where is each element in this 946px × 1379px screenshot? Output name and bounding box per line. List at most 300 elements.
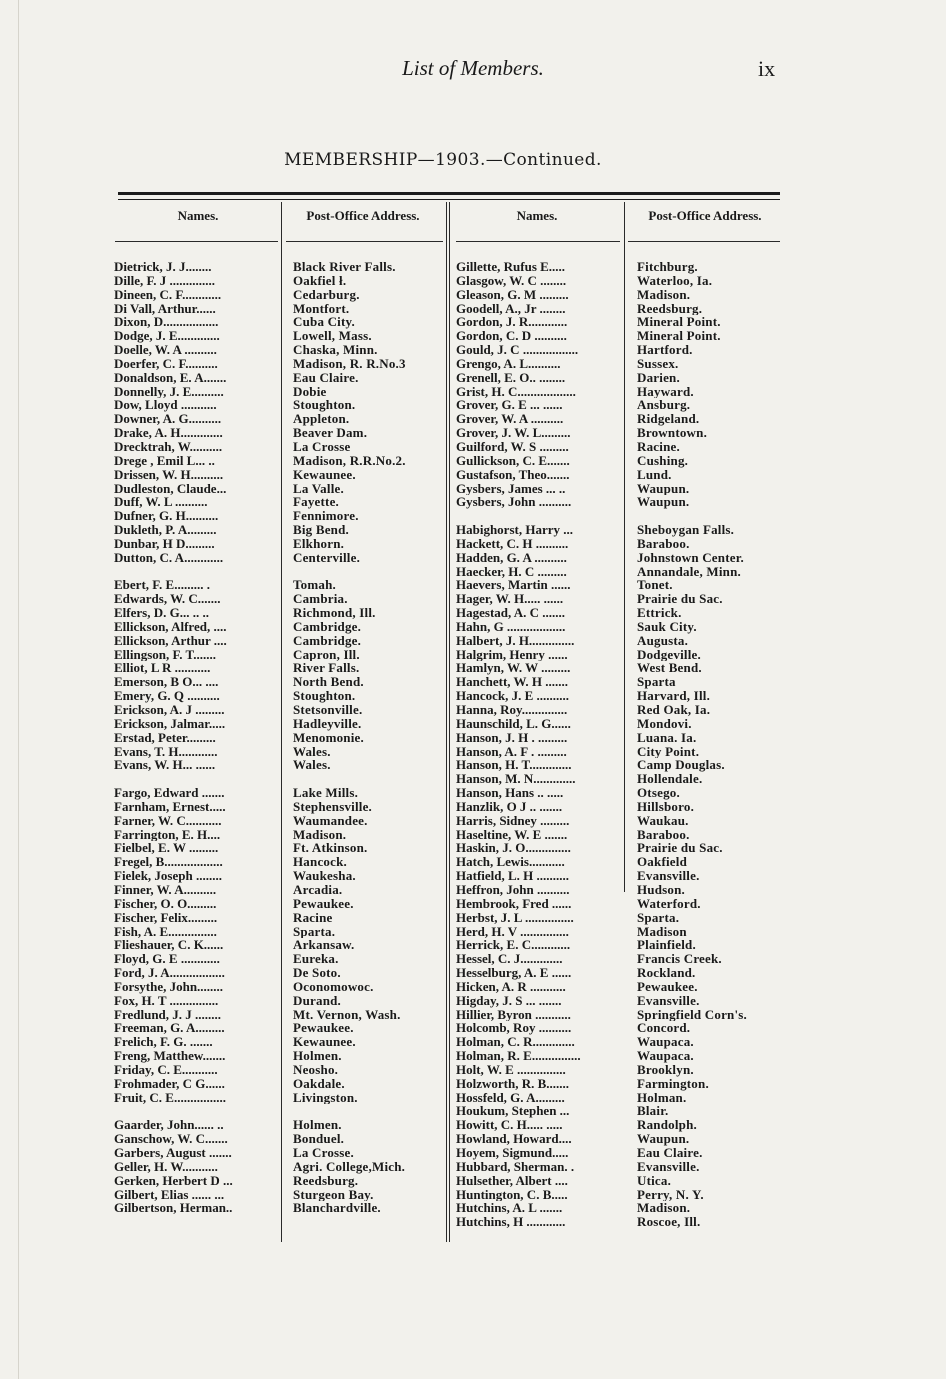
member-name: Gaarder, John...... ..	[114, 1118, 224, 1133]
member-address: Lowell, Mass.	[293, 329, 372, 344]
member-address: Wales.	[293, 758, 331, 773]
member-address: Madison.	[637, 287, 691, 302]
member-name: Ellingson, F. T.......	[114, 647, 216, 662]
member-name: Grist, H. C..................	[456, 384, 576, 399]
member-name: Edwards, W. C.......	[114, 592, 221, 607]
member-name: Fregel, B..................	[114, 855, 223, 870]
member-name: Dineen, C. F............	[114, 287, 222, 302]
member-name: Friday, C. E...........	[114, 1062, 218, 1077]
member-address: Utica.	[637, 1173, 672, 1188]
member-name: Gysbers, John ..........	[456, 495, 572, 510]
member-address: Eau Claire.	[637, 1146, 703, 1160]
right-address-column	[637, 260, 797, 1229]
member-name: Ellickson, Arthur ....	[114, 633, 227, 648]
member-address: Evansville.	[637, 993, 700, 1008]
member-name: Herrick, E. C............	[456, 938, 571, 953]
member-name: Herd, H. V ...............	[456, 924, 569, 939]
member-name: Ford, J. A.................	[114, 966, 225, 980]
member-address: Madison, R. R.No.3	[293, 356, 406, 371]
member-address: Farmington.	[637, 1076, 709, 1091]
member-name: Drecktrah, W..........	[114, 439, 223, 454]
member-name: Dodge, J. E.............	[114, 329, 220, 344]
member-address: Hillsboro.	[637, 799, 695, 814]
member-address: Stetsonville.	[293, 703, 363, 717]
member-name: Flieshauer, C. K......	[114, 938, 224, 953]
member-name: Gullickson, C. E.......	[456, 453, 570, 468]
member-name: Gustafson, Theo.......	[456, 467, 570, 482]
member-name: Higday, J. S ... .......	[456, 993, 562, 1008]
member-address: Waterford.	[637, 896, 701, 911]
member-address: Kewaunee.	[293, 467, 356, 482]
member-address: La Crosse.	[293, 1146, 354, 1160]
member-name: Dutton, C. A............	[114, 550, 224, 565]
member-name: Forsythe, John........	[114, 979, 224, 994]
member-name: Doerfer, C. F..........	[114, 356, 218, 371]
member-name: Hanson, H. T.............	[456, 758, 572, 773]
member-name: Haunschild, L. G......	[456, 716, 571, 731]
member-name: Gerken, Herbert D ...	[114, 1173, 233, 1188]
header-rule-names-left	[115, 241, 278, 242]
member-address: Roscoe, Ill.	[637, 1215, 701, 1230]
member-name: Fredlund, J. J ........	[114, 1007, 222, 1022]
member-address: Waupaca.	[637, 1035, 694, 1050]
member-name: Hanna, Roy..............	[456, 703, 568, 717]
member-address: Neosho.	[293, 1062, 339, 1077]
member-address: Madison	[637, 924, 687, 939]
member-address: West Bend.	[637, 661, 702, 676]
member-address: Pewaukee.	[293, 896, 354, 911]
member-address: Augusta.	[637, 633, 689, 648]
member-address: Hollendale.	[637, 772, 703, 787]
member-address: Richmond, Ill.	[293, 606, 376, 620]
member-name: Fielbel, E. W .........	[114, 841, 219, 856]
member-address: De Soto.	[293, 966, 341, 980]
member-name: Hahn, G ..................	[456, 619, 566, 634]
member-name: Fox, H. T ...............	[114, 993, 219, 1008]
member-address: Camp Douglas.	[637, 758, 725, 773]
member-name: Farner, W. C...........	[114, 813, 222, 828]
member-address: Baraboo.	[637, 536, 690, 551]
member-address: Waupun.	[637, 495, 690, 510]
divider-left-names-address	[281, 202, 282, 1242]
member-address: Oakfiel ł.	[293, 273, 347, 288]
member-name: Hessel, C. J.............	[456, 952, 563, 967]
member-address: Tomah.	[293, 578, 336, 593]
member-address: La Crosse	[293, 439, 351, 454]
group-spacer	[293, 772, 445, 786]
member-name: Hanzlik, O J .. .......	[456, 799, 563, 814]
member-address: Waumandee.	[293, 813, 368, 828]
member-address: Hartford.	[637, 343, 693, 357]
member-name: Hulsether, Albert ....	[456, 1173, 568, 1188]
member-name: Ellickson, Alfred, ....	[114, 619, 227, 634]
member-name: Grover, G. E ... ......	[456, 398, 563, 413]
member-name: Guilford, W. S .........	[456, 439, 569, 454]
member-name: Hatfield, L. H ..........	[456, 869, 570, 883]
member-address: Pewaukee.	[293, 1021, 354, 1036]
member-address: Holmen.	[293, 1049, 342, 1063]
member-name: Grengo, A. L..........	[456, 356, 561, 371]
member-address: Stoughton.	[293, 398, 356, 413]
member-name: Hamlyn, W. W .........	[456, 661, 571, 676]
member-address: Hayward.	[637, 384, 694, 399]
member-address: Cambridge.	[293, 633, 362, 648]
member-name: Hancock, J. E ..........	[456, 689, 570, 703]
member-address: Cuba City.	[293, 315, 355, 330]
member-name: Frelich, F. G. .......	[114, 1035, 213, 1050]
member-address: Otsego.	[637, 786, 680, 800]
header-names-right: Names.	[516, 208, 558, 223]
member-name: Haseltine, W. E .......	[456, 827, 568, 842]
member-address: Black River Falls.	[293, 260, 396, 274]
member-address: Wales.	[293, 744, 331, 759]
member-address: Bonduel.	[293, 1132, 345, 1146]
member-name: Hager, W. H..... ......	[456, 592, 564, 607]
member-name: Geller, H. W...........	[114, 1159, 218, 1174]
member-address: La Valle.	[293, 481, 344, 496]
member-address: Reedsburg.	[293, 1173, 359, 1188]
member-address: Arcadia.	[293, 882, 343, 897]
member-address: Livingston.	[293, 1090, 358, 1105]
member-name: Hutchins, H ............	[456, 1215, 566, 1230]
member-name: Hanson, Hans .. .....	[456, 786, 564, 800]
member-address: Sturgeon Bay.	[293, 1187, 374, 1202]
member-name: Dixon, D.................	[114, 315, 219, 330]
member-name: Dudleston, Claude...	[114, 481, 227, 496]
member-address: Stephensville.	[293, 799, 373, 814]
member-address: Hancock.	[293, 855, 347, 870]
member-address: Holman.	[637, 1090, 687, 1105]
group-spacer	[637, 509, 797, 523]
member-name: Donaldson, E. A.......	[114, 370, 227, 385]
member-address: Red Oak, Ia.	[637, 703, 711, 717]
member-address: Rockland.	[637, 966, 696, 980]
member-name: Dille, F. J ..............	[114, 273, 215, 288]
member-address: Concord.	[637, 1021, 691, 1036]
divider-center	[446, 202, 447, 1242]
member-address: Johnstown Center.	[637, 550, 744, 565]
member-address: Racine.	[637, 439, 680, 454]
member-address: Oakfield	[637, 855, 687, 870]
member-name: Haevers, Martin ......	[456, 578, 571, 593]
member-address: Cushing.	[637, 453, 689, 468]
member-address: Luana. Ia.	[637, 730, 697, 745]
member-name: Ganschow, W. C.......	[114, 1132, 228, 1146]
member-address: Ansburg.	[637, 398, 691, 413]
member-address: Arkansaw.	[293, 938, 355, 953]
member-name: Hossfeld, G. A.........	[456, 1090, 565, 1105]
member-address: Durand.	[293, 993, 341, 1008]
member-address: Brooklyn.	[637, 1062, 694, 1077]
member-address: Sauk City.	[637, 619, 697, 634]
member-name: Evans, T. H............	[114, 744, 218, 759]
header-rule-address-left	[286, 241, 443, 242]
member-name: Grover, W. A ..........	[456, 412, 564, 427]
member-address: Cambridge.	[293, 619, 362, 634]
member-address: Randolph.	[637, 1118, 697, 1133]
member-address: Montfort.	[293, 301, 350, 316]
member-address: City Point.	[637, 744, 700, 759]
divider-center-double	[449, 202, 450, 1242]
header-rule-address-right	[628, 241, 780, 242]
member-address: Lund.	[637, 467, 672, 482]
member-address: North Bend.	[293, 675, 364, 690]
member-name: Freeman, G. A.........	[114, 1021, 225, 1036]
page-number: ix	[758, 56, 776, 81]
member-address: Baraboo.	[637, 827, 690, 842]
member-address: Waterloo, Ia.	[637, 273, 713, 288]
member-name: Gould, J. C .................	[456, 343, 579, 357]
member-address: Hudson.	[637, 882, 686, 897]
member-address: Ridgeland.	[637, 412, 700, 427]
member-name: Doelle, W. A ..........	[114, 343, 217, 357]
member-name: Dukleth, P. A.........	[114, 523, 217, 537]
member-address: Harvard, Ill.	[637, 689, 711, 703]
member-name: Erickson, Jalmar.....	[114, 716, 226, 731]
member-name: Fruit, C. E................	[114, 1090, 226, 1105]
member-address: Ft. Atkinson.	[293, 841, 368, 856]
member-name: Drissen, W. H..........	[114, 467, 224, 482]
member-name: Goodell, A., Jr ........	[456, 301, 566, 316]
member-address: Centerville.	[293, 550, 361, 565]
member-name: Howland, Howard....	[456, 1132, 572, 1146]
member-address: Sparta	[637, 675, 676, 690]
member-name: Gleason, G. M .........	[456, 287, 569, 302]
member-name: Halbert, J. H..............	[456, 633, 575, 648]
member-name: Farnham, Ernest.....	[114, 799, 226, 814]
member-name: Hanson, A. F . .........	[456, 744, 567, 759]
member-name: Farrington, E. H....	[114, 827, 221, 842]
member-name: Downer, A. G..........	[114, 412, 222, 427]
member-address: Menomonie.	[293, 730, 364, 745]
member-address: Prairie du Sac.	[637, 592, 723, 607]
divider-right-names-address	[624, 202, 625, 892]
member-name: Habighorst, Harry ...	[456, 523, 573, 537]
member-address: Francis Creek.	[637, 952, 722, 967]
member-name: Hanson, J. H . .........	[456, 730, 568, 745]
member-name: Donnelly, J. E..........	[114, 384, 224, 399]
member-name: Floyd, G. E ............	[114, 952, 220, 967]
member-name: Heffron, John ..........	[456, 882, 570, 897]
group-spacer	[114, 565, 280, 579]
member-address: Eureka.	[293, 952, 339, 967]
page-edge-shadow	[18, 0, 19, 1379]
member-name: Hillier, Byron ...........	[456, 1007, 571, 1022]
member-name: Fischer, Felix.........	[114, 910, 218, 925]
member-address: Mineral Point.	[637, 315, 721, 330]
member-name: Evans, W. H... ......	[114, 758, 216, 773]
member-name: Fischer, O. O.........	[114, 896, 217, 911]
member-name: Freng, Matthew.......	[114, 1049, 226, 1063]
member-address: Madison.	[637, 1201, 691, 1216]
member-name: Hackett, C. H ..........	[456, 536, 569, 551]
header-rule-names-right	[456, 241, 620, 242]
member-address: Ettrick.	[637, 606, 682, 620]
member-name: Howitt, C. H..... .....	[456, 1118, 563, 1133]
member-address: Blanchardville.	[293, 1201, 381, 1216]
member-name: Gilbertson, Herman..	[114, 1201, 233, 1216]
group-spacer	[114, 1104, 280, 1118]
member-address: Plainfield.	[637, 938, 696, 953]
member-name: Huntington, C. B.....	[456, 1187, 568, 1202]
member-name: Harris, Sidney .........	[456, 813, 570, 828]
member-address: Appleton.	[293, 412, 350, 427]
member-name: Garbers, August .......	[114, 1146, 232, 1160]
member-address: Waupaca.	[637, 1049, 694, 1063]
member-address: Oakdale.	[293, 1076, 345, 1091]
member-address: Sheboygan Falls.	[637, 523, 735, 537]
member-address: Capron, Ill.	[293, 647, 360, 662]
member-name: Holcomb, Roy ..........	[456, 1021, 572, 1036]
member-address: Racine	[293, 910, 333, 925]
member-name: Drege , Emil L... ..	[114, 453, 215, 468]
member-address: Beaver Dam.	[293, 426, 368, 440]
member-name: Hoyem, Sigmund.....	[456, 1146, 569, 1160]
member-name: Erstad, Peter.........	[114, 730, 216, 745]
member-address: Mondovi.	[637, 716, 692, 731]
member-address: Pewaukee.	[637, 979, 698, 994]
member-name: Hanchett, W. H .......	[456, 675, 568, 690]
member-address: Springfield Corn's.	[637, 1007, 747, 1022]
member-address: Fennimore.	[293, 509, 359, 524]
member-name: Dunbar, H D.........	[114, 536, 215, 551]
member-address: Elkhorn.	[293, 536, 345, 551]
member-address: Annandale, Minn.	[637, 564, 741, 579]
member-name: Glasgow, W. C ........	[456, 273, 567, 288]
member-name: Frohmader, C G......	[114, 1076, 225, 1091]
member-address: Fayette.	[293, 495, 339, 510]
member-address: Agri. College,Mich.	[293, 1159, 406, 1174]
left-names-column	[114, 260, 280, 1215]
member-address: Big Bend.	[293, 523, 349, 537]
right-names-column	[456, 260, 622, 1229]
member-name: Dufner, G. H..........	[114, 509, 219, 524]
header-names-left: Names.	[177, 208, 219, 223]
member-name: Duff, W. L ..........	[114, 495, 208, 510]
member-name: Emery, G. Q ..........	[114, 689, 220, 703]
member-name: Gillette, Rufus E.....	[456, 260, 566, 274]
member-address: Blair.	[637, 1104, 669, 1119]
member-name: Herbst, J. L ...............	[456, 910, 574, 925]
member-address: Kewaunee.	[293, 1035, 356, 1050]
member-address: Darien.	[637, 370, 680, 385]
member-name: Holzworth, R. B.......	[456, 1076, 570, 1091]
member-name: Erickson, A. J .........	[114, 703, 225, 717]
member-address: Evansville.	[637, 869, 700, 883]
member-address: Hadleyville.	[293, 716, 362, 731]
member-address: Waupun.	[637, 481, 690, 496]
member-name: Emerson, B O... ....	[114, 675, 219, 690]
member-address: River Falls.	[293, 661, 360, 676]
member-address: Mineral Point.	[637, 329, 721, 344]
member-name: Gordon, J. R............	[456, 315, 568, 330]
table-top-rule-thick	[118, 192, 780, 195]
member-address: Sparta.	[293, 924, 336, 939]
member-name: Dow, Lloyd ...........	[114, 398, 217, 413]
member-address: Fitchburg.	[637, 260, 698, 274]
member-name: Grover, J. W. L.........	[456, 426, 571, 440]
member-address: Sussex.	[637, 356, 679, 371]
member-address: Perry, N. Y.	[637, 1187, 704, 1202]
member-address: Chaska, Minn.	[293, 343, 378, 357]
member-address: Holmen.	[293, 1118, 342, 1133]
member-name: Hatch, Lewis...........	[456, 855, 565, 870]
member-name: Hanson, M. N.............	[456, 772, 576, 787]
group-spacer	[456, 509, 622, 523]
member-address: Dobie	[293, 384, 327, 399]
member-address: Sparta.	[637, 910, 680, 925]
member-name: Dietrick, J. J........	[114, 260, 212, 274]
member-address: Madison, R.R.No.2.	[293, 453, 406, 468]
member-name: Drake, A. H.............	[114, 426, 223, 440]
member-address: Mt. Vernon, Wash.	[293, 1007, 401, 1022]
member-name: Hesselburg, A. E ......	[456, 966, 572, 980]
member-address: Madison.	[293, 827, 347, 842]
member-address: Waukesha.	[293, 869, 356, 883]
member-name: Gilbert, Elias ...... ...	[114, 1187, 225, 1202]
member-address: Eau Claire.	[293, 370, 359, 385]
member-name: Hagestad, A. C .......	[456, 606, 566, 620]
member-name: Elliot, L R ...........	[114, 661, 211, 676]
member-name: Fish, A. E...............	[114, 924, 217, 939]
member-name: Hicken, A. R ...........	[456, 979, 566, 994]
member-name: Haecker, H. C .........	[456, 564, 567, 579]
member-name: Ebert, F. E......... .	[114, 578, 210, 593]
member-name: Hadden, G. A ..........	[456, 550, 567, 565]
member-address: Stoughton.	[293, 689, 356, 703]
member-address: Browntown.	[637, 426, 708, 440]
member-address: Reedsburg.	[637, 301, 703, 316]
member-name: Grenell, E. O.. ........	[456, 370, 566, 385]
member-name: Hembrook, Fred ......	[456, 896, 572, 911]
member-address: Dodgeville.	[637, 647, 701, 662]
member-name: Halgrim, Henry ......	[456, 647, 568, 662]
member-address: Waupun.	[637, 1132, 690, 1146]
member-address: Lake Mills.	[293, 786, 359, 800]
group-spacer	[114, 772, 280, 786]
member-address: Waukau.	[637, 813, 689, 828]
member-name: Hubbard, Sherman. .	[456, 1159, 575, 1174]
header-address-right: Post-Office Address.	[648, 208, 762, 223]
member-name: Elfers, D. G... .. ..	[114, 606, 209, 620]
group-spacer	[293, 565, 445, 579]
left-address-column	[293, 260, 445, 1215]
member-address: Oconomowoc.	[293, 979, 374, 994]
member-name: Hutchins, A. L .......	[456, 1201, 563, 1216]
member-name: Holman, C. R.............	[456, 1035, 575, 1050]
member-name: Gordon, C. D ..........	[456, 329, 567, 344]
member-address: Prairie du Sac.	[637, 841, 723, 856]
table-top-rule-thin	[118, 199, 780, 200]
member-name: Fargo, Edward .......	[114, 786, 225, 800]
header-address-left: Post-Office Address.	[306, 208, 420, 223]
group-spacer	[293, 1104, 445, 1118]
member-address: Tonet.	[637, 578, 673, 593]
member-name: Di Vall, Arthur......	[114, 301, 216, 316]
member-name: Gysbers, James ... ..	[456, 481, 566, 496]
member-name: Houkum, Stephen ...	[456, 1104, 570, 1119]
section-title: MEMBERSHIP—1903.—Continued.	[284, 150, 602, 170]
member-name: Haskin, J. O..............	[456, 841, 571, 856]
member-address: Cambria.	[293, 592, 348, 607]
member-name: Holt, W. E ...............	[456, 1062, 566, 1077]
member-address: Cedarburg.	[293, 287, 360, 302]
member-name: Fielek, Joseph ........	[114, 869, 222, 883]
running-title: List of Members.	[402, 56, 544, 80]
member-name: Finner, W. A..........	[114, 882, 217, 897]
member-address: Evansville.	[637, 1159, 700, 1174]
member-name: Holman, R. E...............	[456, 1049, 581, 1063]
